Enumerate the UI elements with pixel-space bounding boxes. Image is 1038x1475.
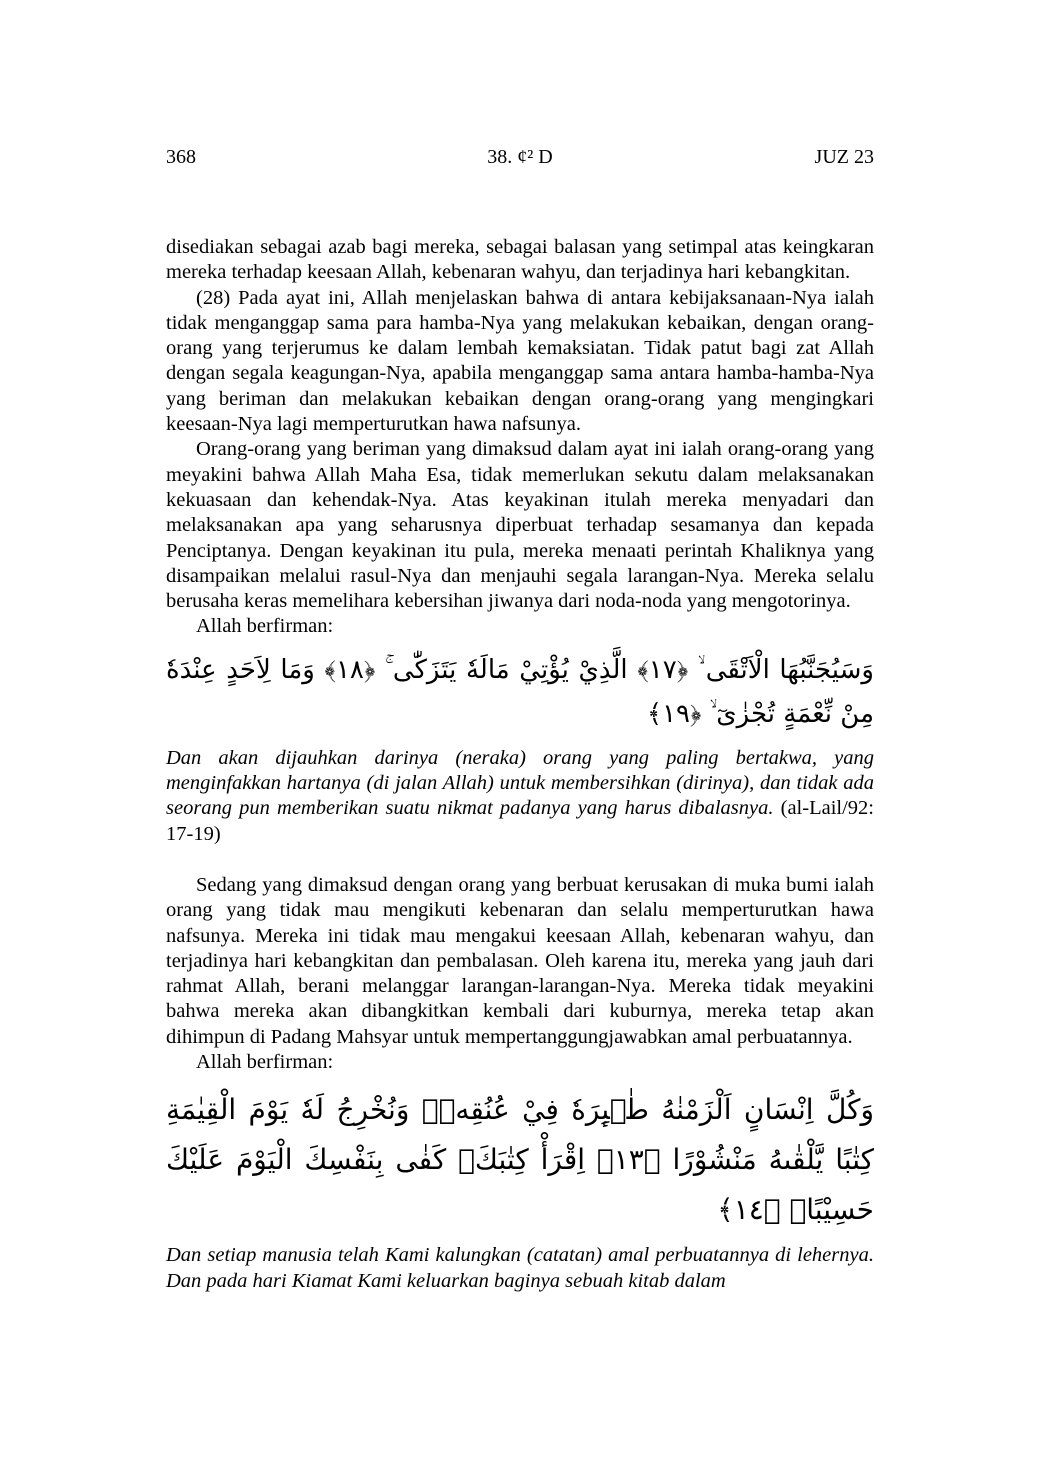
translation-al-isra: Dan setiap manusia telah Kami kalungkan (catatan) amal perbuatannya di lehernya. Dan pada hari Kiamat Kami keluarkan baginya sebuah kitab dalam	[166, 1244, 874, 1292]
paragraph-continued: disediakan sebagai azab bagi mereka, sebagai balasan yang setimpal atas keingkaran mereka terhadap keesaan Allah, kebenaran wahyu, dan terjadinya hari kebangkitan.	[166, 236, 874, 284]
page-header	[166, 146, 874, 174]
spacer	[166, 847, 874, 873]
translation-al-lail	[166, 746, 874, 847]
verse-reference: (al-Lail/92: 17-19)	[166, 797, 874, 845]
arabic-verse-al-isra: وَكُلَّ اِنْسَانٍ اَلْزَمْنٰهُ طٰۤىِٕرَهٗ فِيْ عُنُقِهٖۗ وَنُخْرِجُ لَهٗ يَوْمَ الْقِيٰمَةِ كِتٰبًا يَّلْقٰىهُ مَنْشُوْرًا ﴿١٣﴾ اِقْرَأْ كِتٰبَكَۗ كَفٰى بِنَفْسِكَ الْيَوْمَ عَلَيْكَ حَسِيْبًاۗ ﴿١٤﴾	[166, 1093, 874, 1227]
page-number: 368	[166, 146, 196, 168]
allah-says-1: Allah berfirman:	[196, 615, 334, 638]
paragraph-corrupters: Sedang yang dimaksud dengan orang yang berbuat kerusakan di muka bumi ialah orang yang tidak mau mengikuti kebenaran dan selalu memperturutkan hawa nafsunya. Mereka ini tidak mau mengakui keesaan Allah, kebenaran wahyu, dan terjadinya hari kebangkitan dan pembalasan. Oleh karena itu, mereka yang jauh dari rahmat Allah, berani melanggar larangan-larangan-Nya. Mereka tidak meyakini bahwa mereka akan dibangkitkan kembali dari kuburnya, mereka tetap akan dihimpun di Padang Mahsyar untuk mempertanggungjawabkan amal perbuatannya.	[166, 873, 874, 1048]
paragraph-28: (28) Pada ayat ini, Allah menjelaskan bahwa di antara kebijaksanaan-Nya ialah tidak menganggap sama para hamba-Nya yang melakukan kebaikan, dengan orang-orang yang terjerumus ke dalam lembah kemaksiatan. Tidak patut bagi zat Allah dengan segala keagungan-Nya, apabila menganggap sama antara hamba-hamba-Nya yang beriman dan melakukan kebaikan dengan orang-orang yang mengingkari keesaan-Nya lagi memperturutkan hawa nafsunya.	[166, 286, 874, 436]
allah-says-2: Allah berfirman:	[196, 1051, 334, 1074]
surah-title: 38. ¢² D	[487, 146, 553, 168]
paragraph-believers: Orang-orang yang beriman yang dimaksud dalam ayat ini ialah orang-orang yang meyakini bahwa Allah Maha Esa, tidak memerlukan sekutu dalam melaksanakan kekuasaan dan kehendak-Nya. Atas keyakinan itulah mereka menyadari dan melaksanakan apa yang seharusnya diperbuat terhadap sesamanya dan kepada Penciptanya. Dengan keyakinan itu pula, mereka menaati perintah Khaliknya yang disampaikan melalui rasul-Nya dan menjauhi segala larangan-Nya. Mereka selalu berusaha keras memelihara kebersihan jiwanya dari noda-noda yang mengotorinya.	[166, 438, 874, 613]
juz-label: JUZ 23	[814, 146, 874, 168]
translation-text: Dan akan dijauhkan darinya (neraka) orang yang paling bertakwa, yang menginfakkan hartanya (di jalan Allah) untuk membersihkan (dirinya), dan tidak ada seorang pun memberikan suatu nikmat padanya yang harus dibalasnya.	[166, 746, 874, 820]
arabic-verse-al-lail: وَسَيُجَنَّبُهَا الْاَتْقَى ۙ ﴿١٧﴾ الَّذِيْ يُؤْتِيْ مَالَهٗ يَتَزَكّٰى ۚ ﴿١٨﴾ وَمَا لِاَحَدٍ عِنْدَهٗ مِنْ نِّعْمَةٍ تُجْزٰىٓ ۙ ﴿١٩﴾	[166, 654, 874, 729]
page-body	[166, 235, 874, 1294]
